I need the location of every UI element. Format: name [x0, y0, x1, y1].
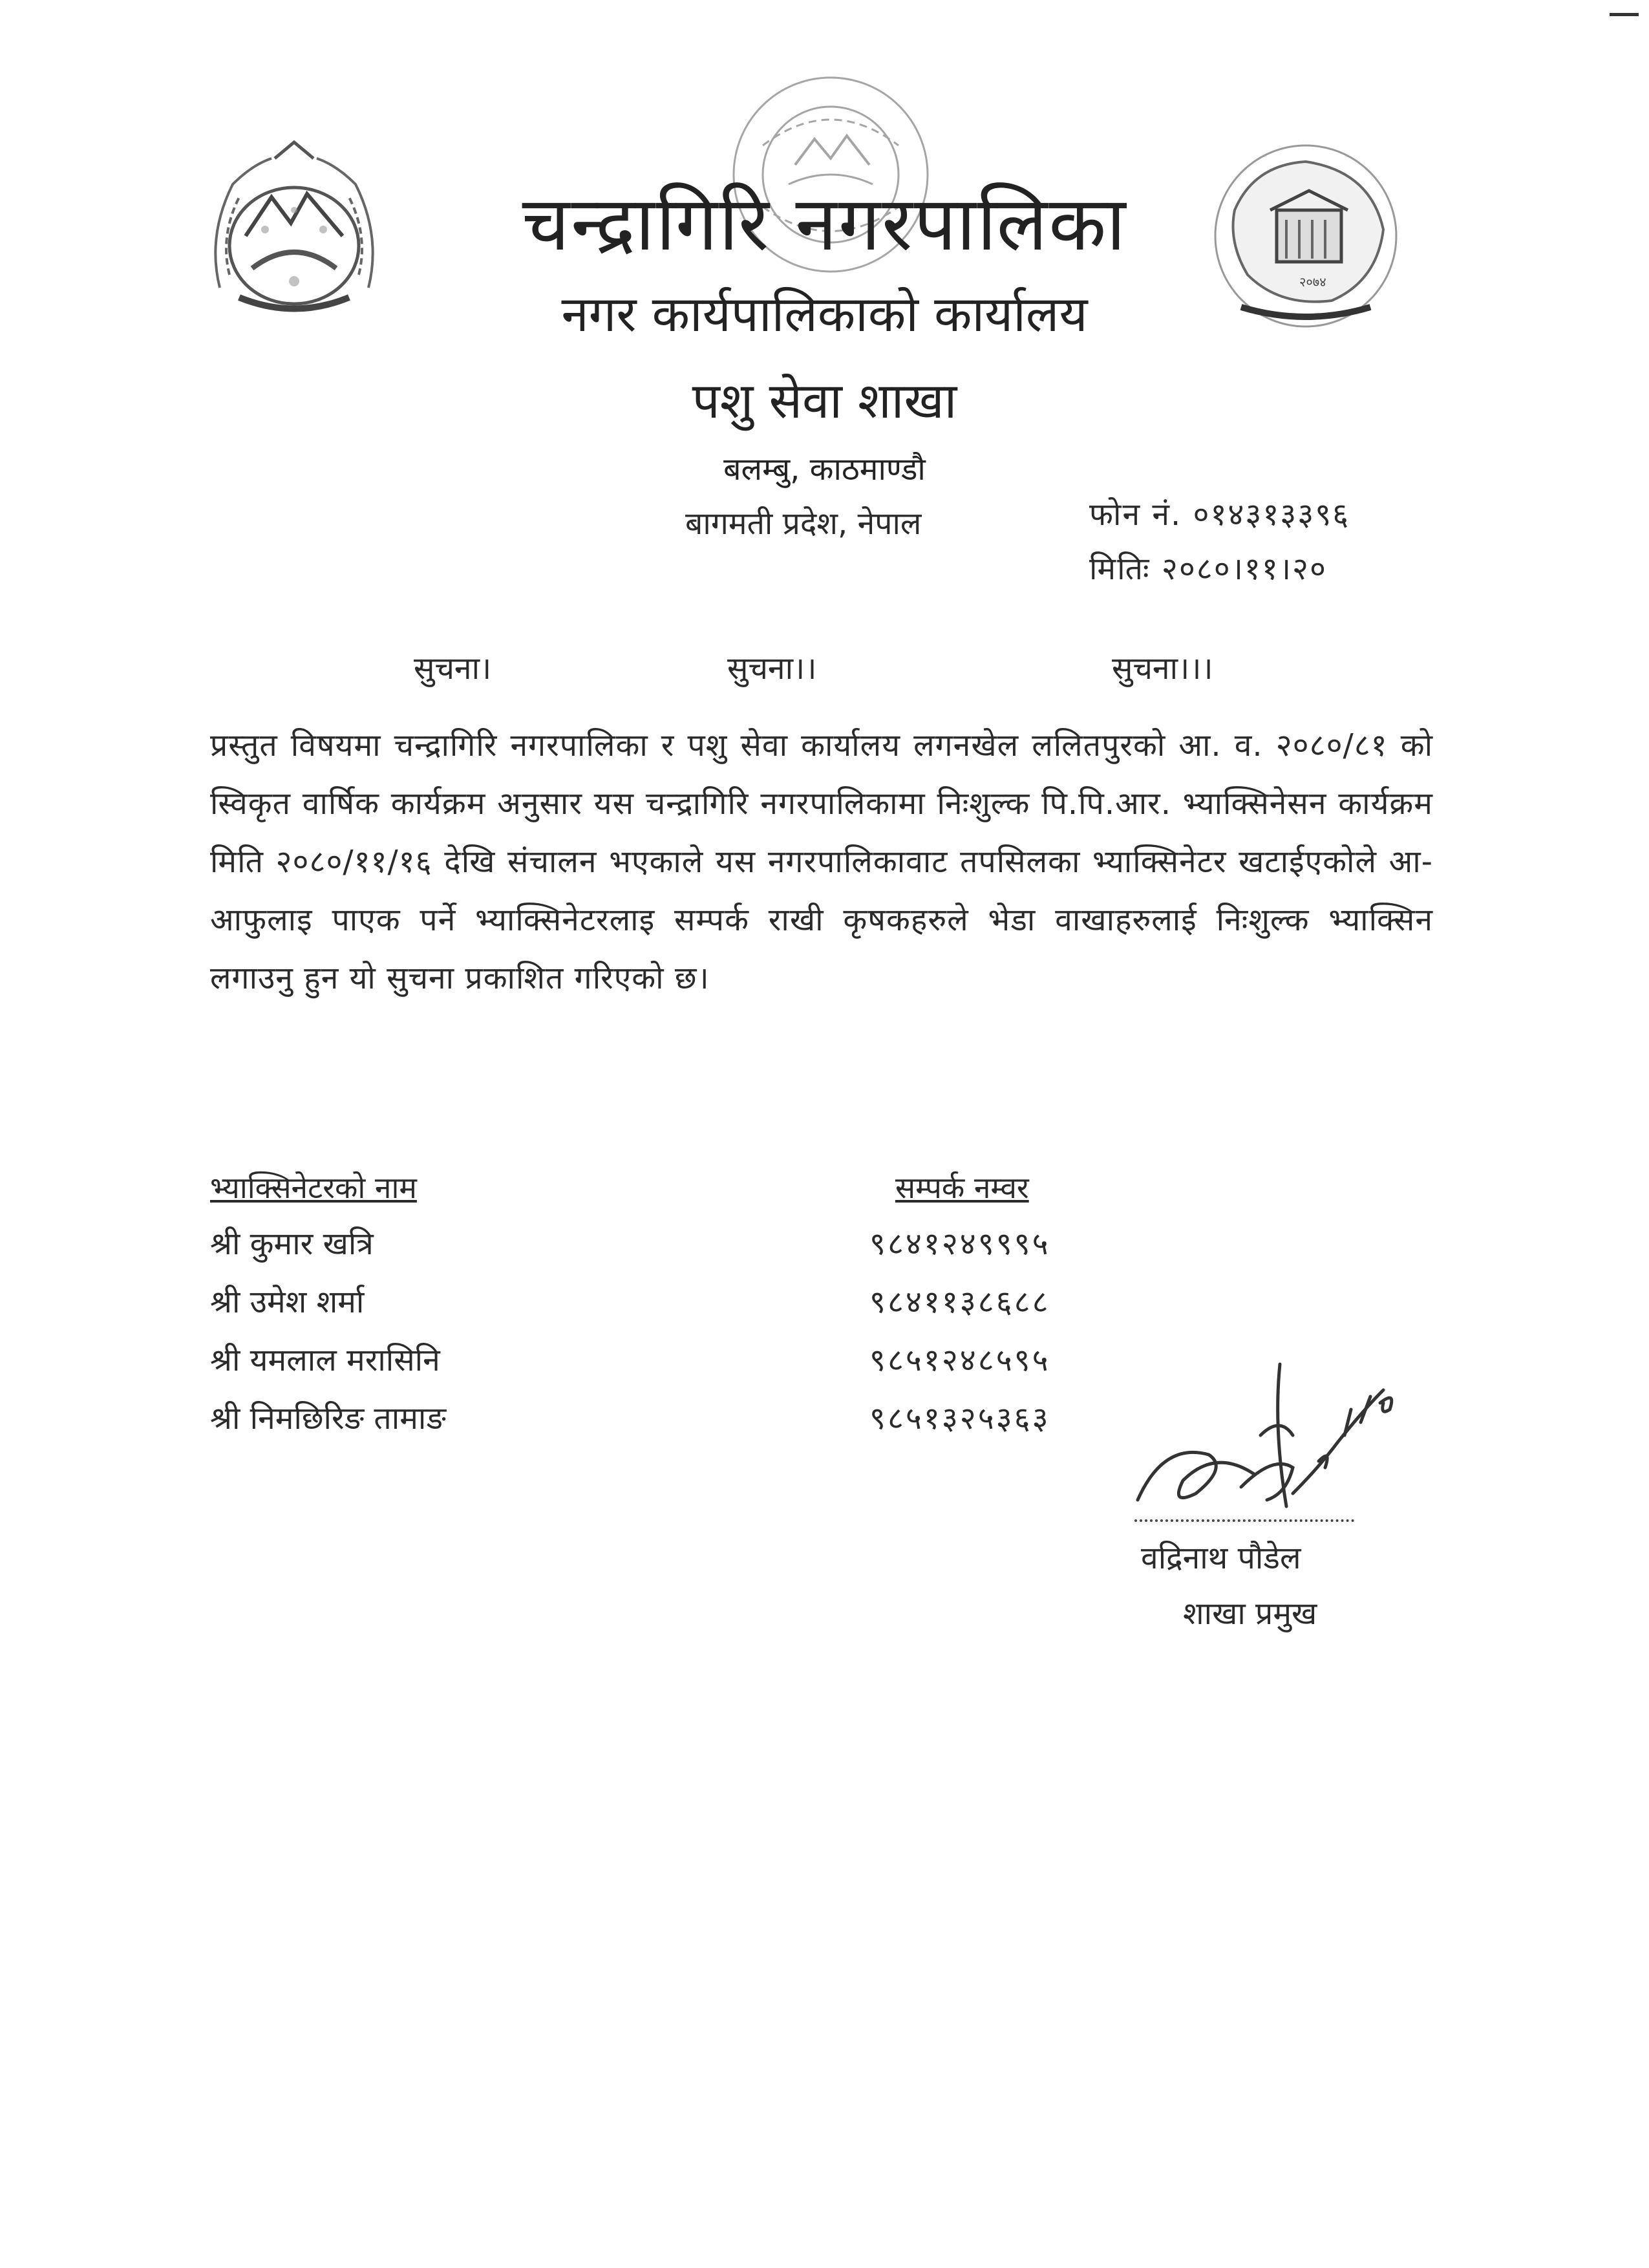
- notice-heading-1: सुचना।: [414, 650, 492, 687]
- address-line-1: बलम्बु, काठमाण्डौ: [723, 451, 926, 487]
- contact-number-header: सम्पर्क नम्वर: [895, 1170, 1029, 1205]
- page-edge-mark: [1610, 13, 1639, 16]
- vaccinator-name: श्री उमेश शर्मा: [210, 1284, 365, 1320]
- vaccinator-name: श्री यमलाल मरासिनि: [210, 1342, 440, 1378]
- notice-date: मितिः २०८०।११।२०: [1089, 551, 1327, 587]
- handwritten-signature-icon: [1125, 1338, 1422, 1535]
- vaccinator-phone: ९८४११३८६८८: [869, 1284, 1050, 1320]
- office-phone: फोन नं. ०१४३१३३९६: [1089, 497, 1350, 533]
- signatory-name: वद्रिनाथ पौडेल: [1141, 1540, 1301, 1576]
- vaccinator-name-header: भ्याक्सिनेटरको नाम: [210, 1170, 417, 1205]
- address-line-2: बागमती प्रदेश, नेपाल: [685, 506, 922, 542]
- office-title: नगर कार्यपालिकाको कार्यालय: [561, 285, 1088, 343]
- vaccinator-name: श्री निमछिरिङ तामाङ: [210, 1400, 446, 1437]
- vaccinator-phone: ९८४१२४९९९५: [869, 1226, 1050, 1262]
- vaccinator-name: श्री कुमार खत्रि: [210, 1226, 374, 1262]
- notice-body: प्रस्तुत विषयमा चन्द्रागिरि नगरपालिका र पशु सेवा कार्यालय लगनखेल ललितपुरको आ. व. २०८०/८१ को स्विकृत वार्षिक कार्यक्रम अनुसार यस चन्द्रागिरि नगरपालिकामा निःशुल्क पि.पि.आर. भ्याक्सिनेसन कार्यक्रम मिति २०८०/११/१६ देखि संचालन भएकाले यस नगरपालिकावाट तपसिलका भ्याक्सिनेटर खटाईएकोले आ-आफुलाइ पाएक पर्ने भ्याक्सिनेटरलाइ सम्पर्क राखी कृषकहरुले भेडा वाखाहरुलाई निःशुल्क भ्याक्सिन लगाउनु हुन यो सुचना प्रकाशित गरिएको छ।: [210, 727, 1433, 996]
- signatory-title: शाखा प्रमुख: [1183, 1596, 1317, 1632]
- municipality-title: चन्द्रागिरि नगरपालिका: [522, 180, 1127, 268]
- logo-year: २०७४: [1299, 274, 1326, 290]
- notice-heading-2: सुचना।।: [727, 650, 817, 687]
- signature-line: [1134, 1519, 1354, 1522]
- branch-title: पशु सेवा शाखा: [692, 372, 957, 429]
- notice-heading-3: सुचना।।।: [1112, 650, 1213, 687]
- vaccinator-phone: ९८५१२४८५९५: [869, 1342, 1050, 1378]
- vaccinator-phone: ९८५१३२५३६३: [869, 1400, 1050, 1437]
